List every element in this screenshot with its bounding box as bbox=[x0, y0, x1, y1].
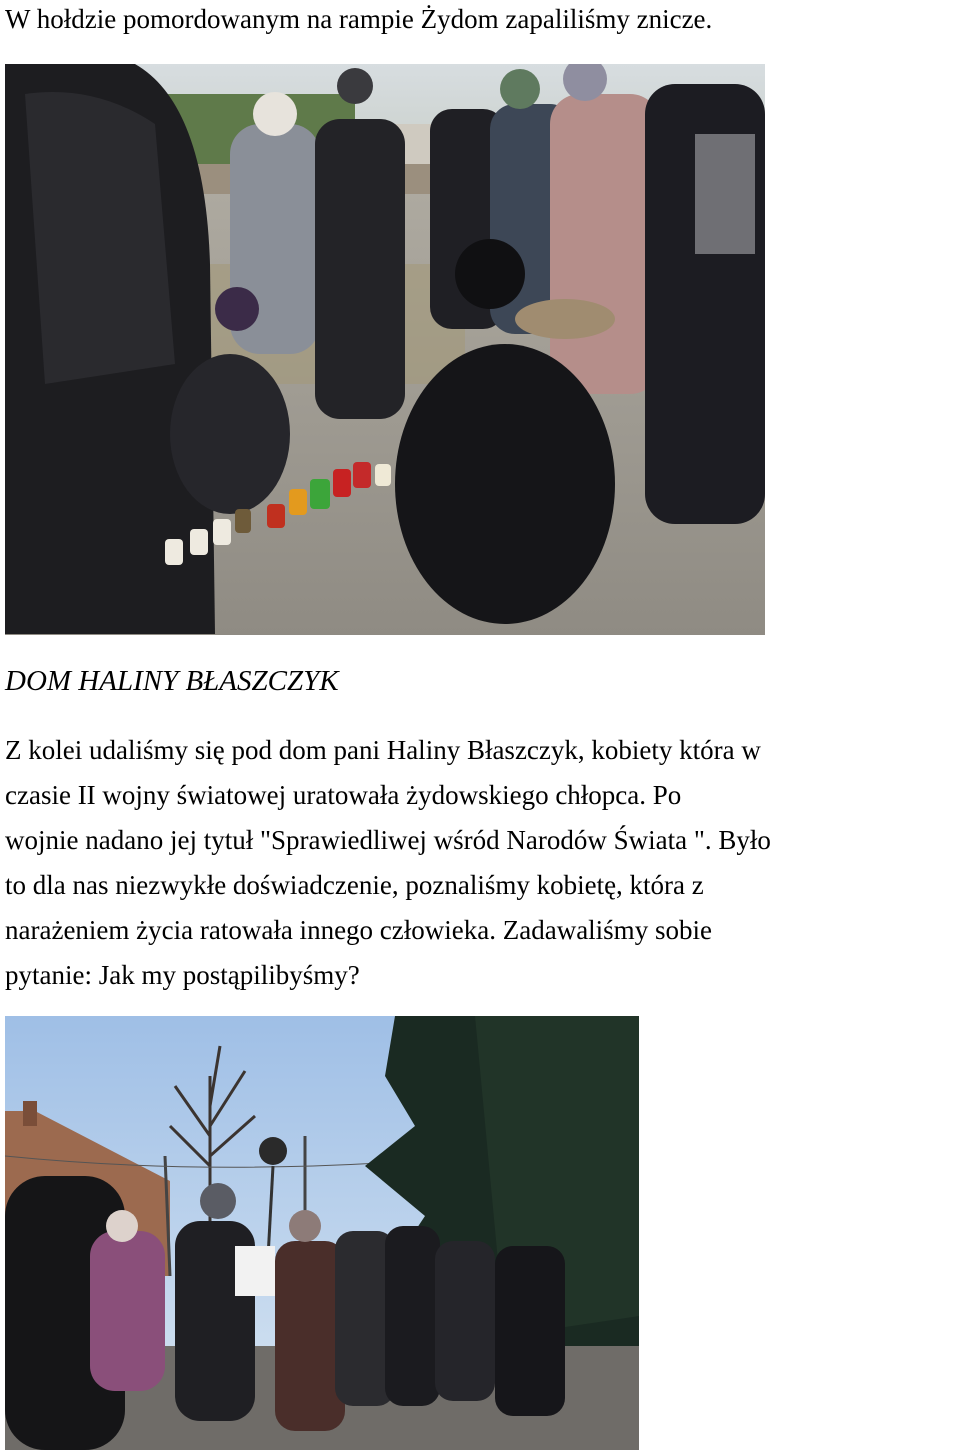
photo-group-at-house bbox=[5, 1016, 639, 1450]
paragraph-line: to dla nas niezwykłe doświadczenie, poznaliśmy kobietę, która z bbox=[5, 870, 704, 900]
photo-caption: W hołdzie pomordowanym na rampie Żydom zapaliliśmy znicze. bbox=[5, 4, 713, 34]
photo-candles-illustration bbox=[5, 64, 765, 635]
paragraph-line: Z kolei udaliśmy się pod dom pani Haliny Błaszczyk, kobiety która w bbox=[5, 735, 761, 765]
section-paragraph bbox=[5, 728, 960, 998]
photo-candles-at-ramp bbox=[5, 64, 765, 635]
photo-house-illustration bbox=[5, 1016, 639, 1450]
section-heading: DOM HALINY BŁASZCZYK bbox=[5, 665, 339, 697]
paragraph-line: narażeniem życia ratowała innego człowieka. Zadawaliśmy sobie bbox=[5, 915, 712, 945]
paragraph-line: wojnie nadano jej tytuł "Sprawiedliwej wśród Narodów Świata ". Było bbox=[5, 825, 771, 855]
paragraph-line: czasie II wojny światowej uratowała żydowskiego chłopca. Po bbox=[5, 780, 682, 810]
paragraph-line: pytanie: Jak my postąpilibyśmy? bbox=[5, 960, 360, 990]
